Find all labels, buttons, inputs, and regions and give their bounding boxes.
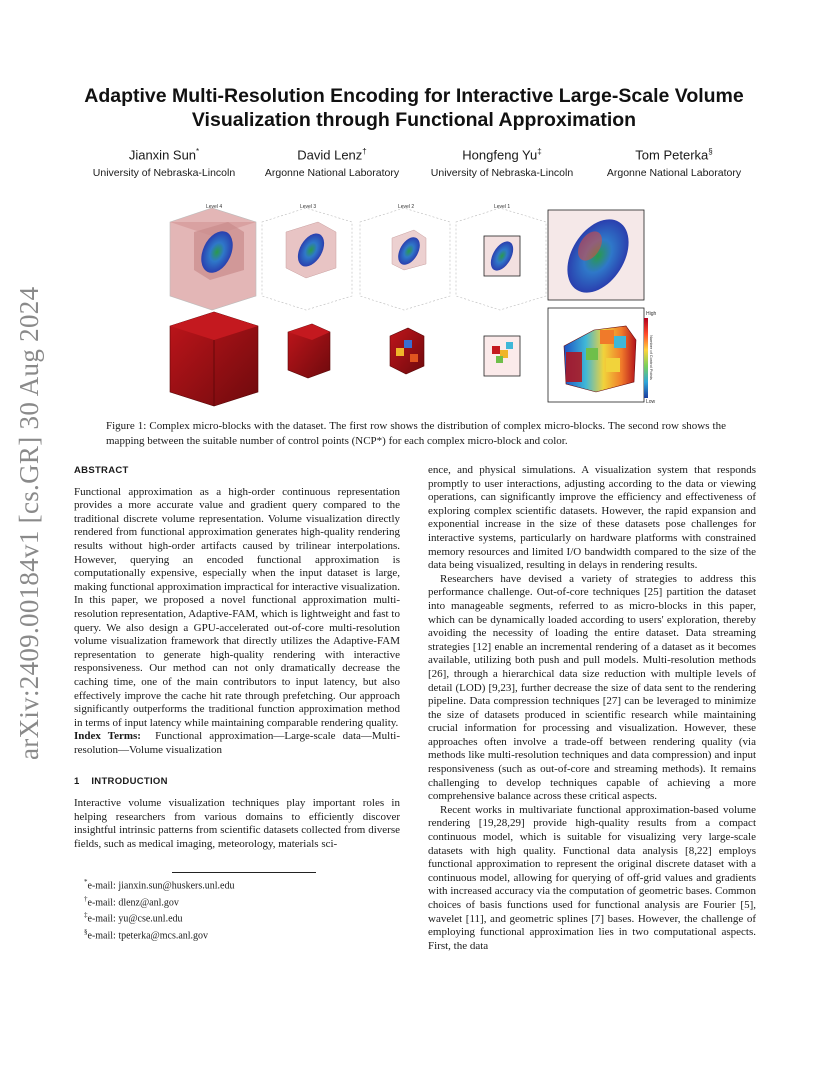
author-mark: † <box>362 147 367 156</box>
author-affiliation: Argonne National Laboratory <box>606 167 742 180</box>
arxiv-identifier: arXiv:2409.00184v1 [cs.GR] 30 Aug 2024 <box>14 286 44 760</box>
level-label: Level 3 <box>300 204 317 210</box>
author-name: Tom Peterka <box>635 147 709 163</box>
paper-title: Adaptive Multi-Resolution Encoding for Interactive Large-Scale Volume Visualization through Functional Approximation <box>84 85 744 131</box>
author-mark: * <box>196 147 200 156</box>
author-name: Jianxin Sun <box>128 147 197 163</box>
level-3-ncp <box>288 324 330 378</box>
footnote-mark: † <box>84 894 88 903</box>
right-paragraph-1: ence, and physical simulations. A visualization system that responds promptly to user interactions, adjusting according to the data or viewing operations, can significantly improve the efficiency and effectiveness of exploring complex scientific datasets. However, the rapid expansion and exponential increase in the size of these datasets pose challenges for interactive systems, particularly on hardware platforms with constrained memory resources and limited I/O bandwidth compared to the size of the data being visualized, resulting in delays in rendering results. <box>428 464 756 572</box>
intro-heading-text: INTRODUCTION <box>91 776 168 788</box>
level-1-distribution <box>456 208 546 310</box>
footnote-text: e-mail: tpeterka@mcs.anl.gov <box>87 929 209 941</box>
footnote-mark: ‡ <box>84 911 88 920</box>
intro-paragraph: Interactive volume visualization techniques play important roles in helping researchers from various domains to efficiently discover insightful intrinsic patterns from scientific datasets collected from diverse fields, such as medical imaging, meteorology, materials sci- <box>74 797 400 850</box>
level-1-zoom-distribution <box>548 208 644 303</box>
author-affiliation: Argonne National Laboratory <box>264 167 400 180</box>
footnote <box>84 876 234 893</box>
footnote-mark: § <box>84 927 88 936</box>
author-mark: § <box>708 147 713 156</box>
intro-heading-number: 1 <box>74 776 80 788</box>
level-2-ncp <box>390 328 424 374</box>
level-label: Level 2 <box>398 204 415 210</box>
footnote-mark: * <box>84 878 88 886</box>
left-column <box>74 464 400 851</box>
ncp-colorbar <box>644 318 648 398</box>
footnote <box>84 926 234 943</box>
author-affiliation: University of Nebraska-Lincoln <box>430 167 574 180</box>
footnote-text: e-mail: yu@cse.unl.edu <box>87 913 183 925</box>
level-3-distribution <box>262 208 352 310</box>
level-4-distribution <box>170 208 256 310</box>
level-1-zoom-ncp <box>548 308 644 402</box>
author-mark: ‡ <box>537 147 542 156</box>
colorbar-high-label: High <box>646 311 657 317</box>
right-paragraph-2: Researchers have devised a variety of strategies to address this performance challenge. Out-of-core techniques [25] partition the dataset into manageable segments, referred to as micro-blocks in this paper, which can be dynamically loaded according to users' exploration, thereby avoiding the necessity of loading the entire dataset. Data streaming strategies [12] enable an incremental rendering of a dataset as it becomes available, utilizing both push and pull models. Multi-resolution methods [26], through a hierarchical data size reduction with multiple levels of detail (LOD) [9,23], further decrease the size of data sent to the rendering pipeline. Data compression techniques [27] can be leveraged to minimize the size of datasets produced in scientific research while maintaining crucial information for processing and visualization. However, these approaches often involve a trade-off between rendering quality (via methods like multi-resolution techniques and data compression) and input responsiveness (such as out-of-core and streaming methods). It remains challenging to develop techniques capable of achieving a more comprehensive balance across these critical aspects. <box>428 572 756 803</box>
level-4-ncp <box>170 312 258 406</box>
index-terms-text: Functional approximation—Large-scale data—Multi-resolution—Volume visualization <box>74 730 401 756</box>
author-name: Hongfeng Yu <box>462 147 538 163</box>
level-1-ncp <box>484 336 520 376</box>
figure-1-illustration <box>0 0 828 420</box>
colorbar-low-label: Low <box>646 399 656 405</box>
intro-heading <box>74 775 400 789</box>
abstract-heading: ABSTRACT <box>74 465 129 476</box>
footnote <box>84 909 234 926</box>
level-2-distribution <box>360 208 450 310</box>
index-terms <box>74 730 400 757</box>
footnote-rule <box>172 872 316 873</box>
right-column <box>428 464 756 953</box>
footnote-text: e-mail: jianxin.sun@huskers.unl.edu <box>87 880 235 892</box>
colorbar-title: Number of Control Points <box>649 335 654 380</box>
right-paragraph-3: Recent works in multivariate functional approximation-based volume rendering [19,28,29] provide high-quality results from a compact continuous model, which is suitable for visualizing very large-scale datasets with high quality. Functional data analysis [8,22] employs functional approximation to represent the original discrete dataset with a continuous model, allowing for querying of off-grid values and gradients with increased accuracy via the computation of geometric bases. Common choices of basis functions used for functional analysis are Fourier [5], wavelet [11], and geometric splines [7] bases. However, the challenge of employing functional approximation lies in two computational aspects. First, the data <box>428 803 756 952</box>
level-label: Level 1 <box>494 204 511 210</box>
index-terms-label: Index Terms: <box>74 730 141 743</box>
footnote <box>84 893 234 910</box>
figure-caption: Figure 1: Complex micro-blocks with the dataset. The first row shows the distribution of complex micro-blocks. The second row shows the mapping between the suitable number of control points (NCP*) for each complex micro-block and color. <box>106 420 726 447</box>
footnotes <box>84 876 234 942</box>
author-affiliation: University of Nebraska-Lincoln <box>92 167 236 180</box>
abstract-text: Functional approximation as a high-order continuous representation provides a more accurate value and gradient query compared to the traditional discrete volume representation. Volume visualization directly rendered from functional approximation generates high-quality rendering results without high-order artifacts caused by trilinear interpolations. However, querying an encoded functional approximation is computationally expensive, especially when the input dataset is large, making functional approximation impractical for interactive visualization. In this paper, we proposed a novel functional approximation multi-resolution representation, Adaptive-FAM, which is lightweight and fast to query. We also design a GPU-accelerated out-of-core multi-resolution volume visualization framework that directly utilizes the Adaptive-FAM representation to generate high-quality rendering with interactive responsiveness. Our method can not only dramatically decrease the caching time, one of the main contributors to input latency, but also effectively improve the cache hit rate through prefetching. Our approach significantly outperforms the traditional function approximation method in terms of input latency while maintaining comparable rendering quality. <box>74 485 400 729</box>
footnote-text: e-mail: dlenz@anl.gov <box>87 896 179 908</box>
author-name: David Lenz <box>297 147 363 163</box>
level-label: Level 4 <box>206 204 223 210</box>
